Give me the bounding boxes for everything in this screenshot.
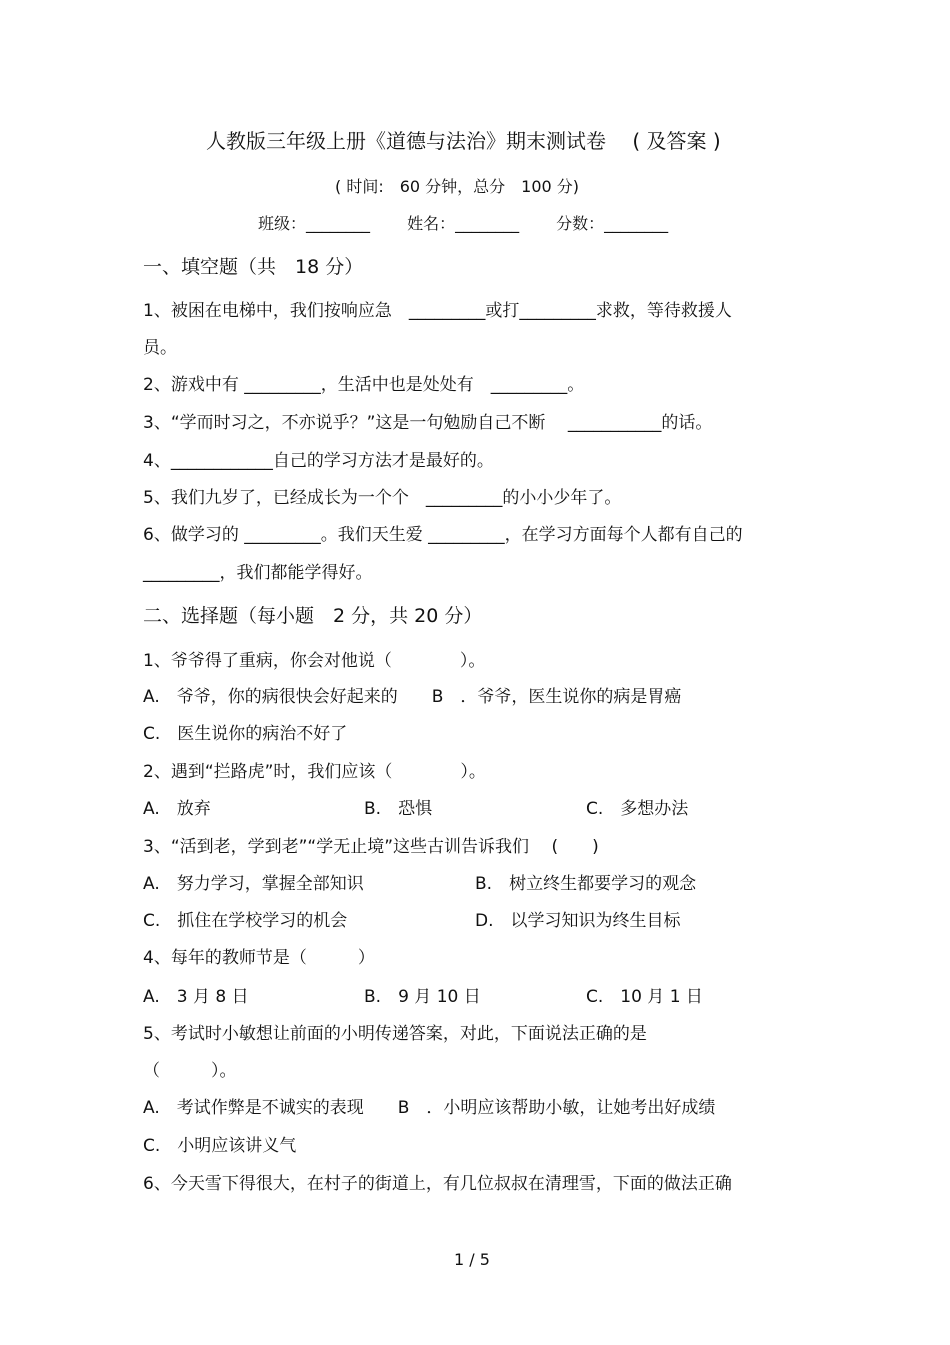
question-line: 4、____________自己的学习方法才是最好的。 — [143, 451, 494, 471]
question-line: 1、爷爷得了重病，你会对他说（ ）。 — [143, 651, 486, 671]
question-line: 2、遇到“拦路虎”时，我们应该（ ）。 — [143, 762, 486, 782]
question-line: 6、做学习的 _________。我们天生爱 _________，在学习方面每个人都有自己的 — [143, 525, 743, 545]
question-line: 员。 — [143, 338, 177, 358]
student-info-line: 班级：________ 姓名：________ 分数：________ — [258, 214, 669, 233]
question-line: （ ）。 — [143, 1061, 237, 1081]
option-d: D. 以学习知识为终生目标 — [475, 911, 681, 931]
option-line: C. 医生说你的病治不好了 — [143, 724, 348, 744]
question-line: 2、游戏中有 _________，生活中也是处处有 _________。 — [143, 375, 585, 395]
question-line: 1、被困在电梯中，我们按响应急 _________或打_________求救，等待救援人 — [143, 301, 732, 321]
page-title: 人教版三年级上册《道德与法治》期末测试卷 ( 及答案 ) — [206, 129, 721, 153]
option-a: A. 放弃 — [143, 799, 211, 819]
section-heading-multiple-choice: 二、选择题（每小题 2 分，共 20 分） — [143, 605, 483, 627]
question-line: 3、“活到老，学到老”“学无止境”这些古训告诉我们 ( ) — [143, 837, 599, 857]
option-b: B. 树立终生都要学习的观念 — [475, 874, 697, 894]
option-a: A. 3 月 8 日 — [143, 987, 249, 1007]
option-c: C. 10 月 1 日 — [586, 987, 703, 1007]
question-line: 6、今天雪下得很大，在村子的街道上，有几位叔叔在清理雪，下面的做法正确 — [143, 1174, 732, 1194]
option-line: A. 考试作弊是不诚实的表现 B ．小明应该帮助小敏，让她考出好成绩 — [143, 1098, 716, 1118]
question-line: 3、“学而时习之，不亦说乎？”这是一句勉励自己不断 ___________的话。 — [143, 413, 713, 433]
option-line: A. 爷爷，你的病很快会好起来的 B ．爷爷，医生说你的病是胃癌 — [143, 687, 682, 707]
option-b: B. 恐惧 — [364, 799, 433, 819]
exam-meta: ( 时间: 60 分钟，总分 100 分) — [335, 177, 580, 196]
option-b: B. 9 月 10 日 — [364, 987, 481, 1007]
section-heading-fill-in: 一、填空题（共 18 分） — [143, 256, 364, 278]
option-a: A. 努力学习，掌握全部知识 — [143, 874, 364, 894]
question-line: 5、考试时小敏想让前面的小明传递答案，对此，下面说法正确的是 — [143, 1024, 647, 1044]
option-c: C. 多想办法 — [586, 799, 689, 819]
option-line: C. 小明应该讲义气 — [143, 1136, 297, 1156]
option-c: C. 抓住在学校学习的机会 — [143, 911, 348, 931]
question-line: 4、每年的教师节是（ ） — [143, 948, 375, 968]
page-number: 1 / 5 — [454, 1250, 490, 1269]
question-line: _________，我们都能学得好。 — [143, 563, 373, 583]
question-line: 5、我们九岁了，已经成长为一个个 _________的小小少年了。 — [143, 488, 622, 508]
